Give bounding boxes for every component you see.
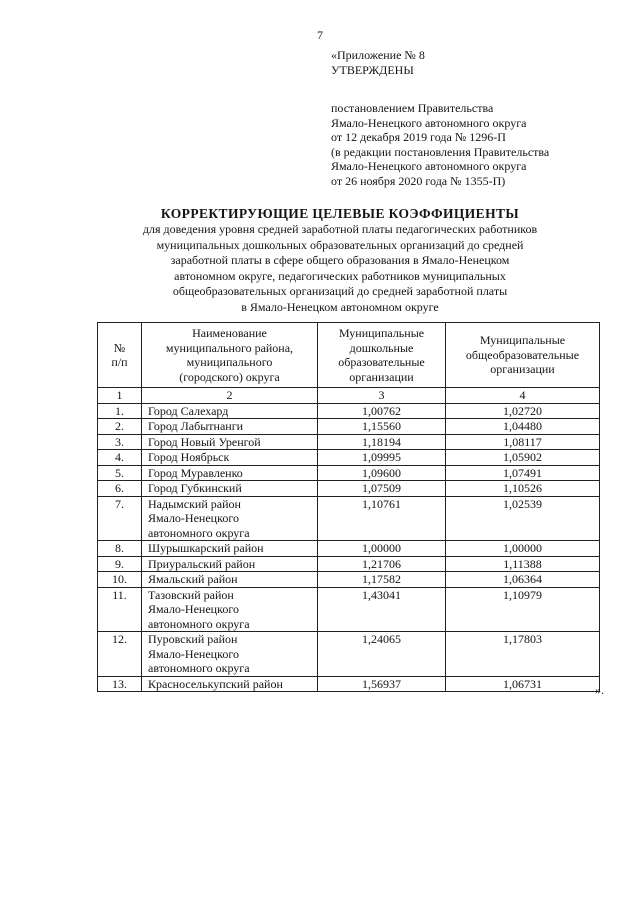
- preschool-coefficient: 1,09995: [318, 450, 446, 466]
- general-coefficient: 1,02720: [446, 403, 600, 419]
- name-line: Приуральский район: [148, 556, 256, 571]
- general-coefficient: 1,10526: [446, 481, 600, 497]
- name-line: Ямало-Ненецкого: [148, 511, 239, 525]
- row-number: 12.: [98, 632, 142, 677]
- column-number: 4: [446, 388, 600, 404]
- subtitle-line: общеобразовательных организаций до средней заработной платы: [172, 284, 508, 298]
- municipality-name: [142, 541, 318, 557]
- table-row: [98, 481, 600, 497]
- column-number: 3: [318, 388, 446, 404]
- header-preschool: [318, 323, 446, 388]
- header-line: организации: [349, 369, 414, 384]
- subtitle-line: для доведения уровня средней заработной платы педагогических работников: [142, 222, 538, 236]
- row-number: 11.: [98, 587, 142, 632]
- preschool-coefficient: 1,21706: [318, 556, 446, 572]
- row-number: 3.: [98, 434, 142, 450]
- row-number: 10.: [98, 572, 142, 588]
- general-coefficient: 1,08117: [446, 434, 600, 450]
- approval-line: постановлением Правительства: [331, 101, 494, 115]
- general-coefficient: 1,04480: [446, 419, 600, 435]
- name-line: Красноселькупский район: [148, 676, 283, 691]
- subtitle-line: автономном округе, педагогических работников муниципальных: [174, 268, 506, 283]
- row-number: 7.: [98, 496, 142, 541]
- name-line: Шурышкарский район: [148, 541, 264, 555]
- municipality-name: [142, 632, 318, 677]
- name-line: Город Салехард: [148, 403, 229, 418]
- table-row: [98, 419, 600, 435]
- municipality-name: [142, 676, 318, 692]
- name-line: Тазовский район: [148, 587, 234, 602]
- preschool-coefficient: 1,10761: [318, 496, 446, 541]
- subtitle-line: заработной платы в сфере общего образования в Ямало-Ненецком: [170, 253, 510, 267]
- name-line: Ямальский район: [148, 572, 238, 586]
- header-general: [446, 323, 600, 388]
- header-line: Муниципальные: [479, 333, 566, 348]
- approval-block: [331, 48, 621, 188]
- row-number: 13.: [98, 676, 142, 692]
- table-row: [98, 434, 600, 450]
- subtitle-line: муниципальных дошкольных образовательных организаций до средней: [156, 237, 524, 252]
- approval-line: Ямало-Ненецкого автономного округа: [331, 115, 527, 130]
- preschool-coefficient: 1,00762: [318, 403, 446, 419]
- name-line: Надымский район: [148, 496, 241, 511]
- header-line: образовательные: [338, 355, 425, 369]
- name-line: Город Муравленко: [148, 465, 243, 480]
- municipality-name: [142, 587, 318, 632]
- header-line: Муниципальные: [338, 326, 425, 340]
- preschool-coefficient: 1,09600: [318, 465, 446, 481]
- approval-line: от 12 декабря 2019 года № 1296-П: [331, 130, 506, 144]
- document-subtitle: [80, 222, 600, 315]
- general-coefficient: 1,06364: [446, 572, 600, 588]
- municipality-name: [142, 465, 318, 481]
- preschool-coefficient: 1,56937: [318, 676, 446, 692]
- table-row: [98, 676, 600, 692]
- annex-label: «Приложение № 8: [331, 48, 425, 62]
- preschool-coefficient: 1,17582: [318, 572, 446, 588]
- municipality-name: [142, 496, 318, 541]
- row-number: 8.: [98, 541, 142, 557]
- general-coefficient: 1,05902: [446, 450, 600, 466]
- table-row: [98, 556, 600, 572]
- table-row: [98, 572, 600, 588]
- table-row: [98, 496, 600, 541]
- name-line: Ямало-Ненецкого: [148, 646, 239, 661]
- name-line: Пуровский район: [148, 632, 238, 646]
- name-line: Город Лабытнанги: [148, 419, 244, 433]
- preschool-coefficient: 1,24065: [318, 632, 446, 677]
- municipality-name: [142, 450, 318, 466]
- municipality-name: [142, 403, 318, 419]
- approval-line: (в редакции постановления Правительства: [331, 144, 550, 159]
- header-name: [142, 323, 318, 388]
- row-number: 5.: [98, 465, 142, 481]
- column-number-row: [98, 388, 600, 404]
- table-row: [98, 632, 600, 677]
- row-number: 2.: [98, 419, 142, 435]
- name-line: автономного округа: [148, 616, 250, 631]
- municipality-name: [142, 572, 318, 588]
- preschool-coefficient: 1,43041: [318, 587, 446, 632]
- table-row: [98, 465, 600, 481]
- header-line: организации: [490, 362, 555, 377]
- page-number: 7: [317, 28, 323, 42]
- row-number: 1.: [98, 403, 142, 419]
- header-line: дошкольные: [349, 340, 414, 355]
- closing-quote: ».: [595, 683, 604, 697]
- general-coefficient: 1,11388: [446, 556, 600, 572]
- column-number: 2: [142, 388, 318, 404]
- preschool-coefficient: 1,00000: [318, 541, 446, 557]
- approved-label: УТВЕРЖДЕНЫ: [331, 62, 414, 77]
- name-line: Город Ноябрьск: [148, 450, 230, 464]
- name-line: автономного округа: [148, 661, 250, 675]
- table-header-row: [98, 323, 600, 388]
- header-line: общеобразовательные: [465, 347, 580, 362]
- approval-line: от 26 ноября 2020 года № 1355-П): [331, 173, 506, 188]
- municipality-name: [142, 419, 318, 435]
- name-line: Город Губкинский: [148, 481, 242, 495]
- header-line: муниципального: [186, 355, 273, 369]
- approval-line: Ямало-Ненецкого автономного округа: [331, 159, 527, 173]
- header-line: №: [113, 340, 126, 355]
- column-number: 1: [98, 388, 142, 404]
- table-row: [98, 403, 600, 419]
- row-number: 4.: [98, 450, 142, 466]
- municipality-name: [142, 434, 318, 450]
- row-number: 9.: [98, 556, 142, 572]
- header-num: [98, 323, 142, 388]
- table-row: [98, 541, 600, 557]
- municipality-name: [142, 556, 318, 572]
- name-line: Город Новый Уренгой: [148, 434, 261, 449]
- preschool-coefficient: 1,07509: [318, 481, 446, 497]
- table-row: [98, 450, 600, 466]
- preschool-coefficient: 1,18194: [318, 434, 446, 450]
- general-coefficient: 1,07491: [446, 465, 600, 481]
- general-coefficient: 1,06731: [446, 676, 600, 692]
- table-row: [98, 587, 600, 632]
- coefficients-table: [97, 322, 600, 692]
- general-coefficient: 1,00000: [446, 541, 600, 557]
- general-coefficient: 1,02539: [446, 496, 600, 541]
- general-coefficient: 1,17803: [446, 632, 600, 677]
- title-block: [80, 205, 600, 315]
- preschool-coefficient: 1,15560: [318, 419, 446, 435]
- name-line: автономного округа: [148, 525, 250, 540]
- header-line: п/п: [111, 355, 128, 369]
- general-coefficient: 1,10979: [446, 587, 600, 632]
- subtitle-line: в Ямало-Ненецком автономном округе: [241, 299, 439, 314]
- municipality-name: [142, 481, 318, 497]
- header-line: муниципального района,: [165, 340, 294, 355]
- header-line: Наименование: [192, 326, 267, 340]
- document-title: КОРРЕКТИРУЮЩИЕ ЦЕЛЕВЫЕ КОЭФФИЦИЕНТЫ: [160, 206, 520, 221]
- header-line: (городского) округа: [179, 369, 280, 384]
- row-number: 6.: [98, 481, 142, 497]
- name-line: Ямало-Ненецкого: [148, 602, 239, 616]
